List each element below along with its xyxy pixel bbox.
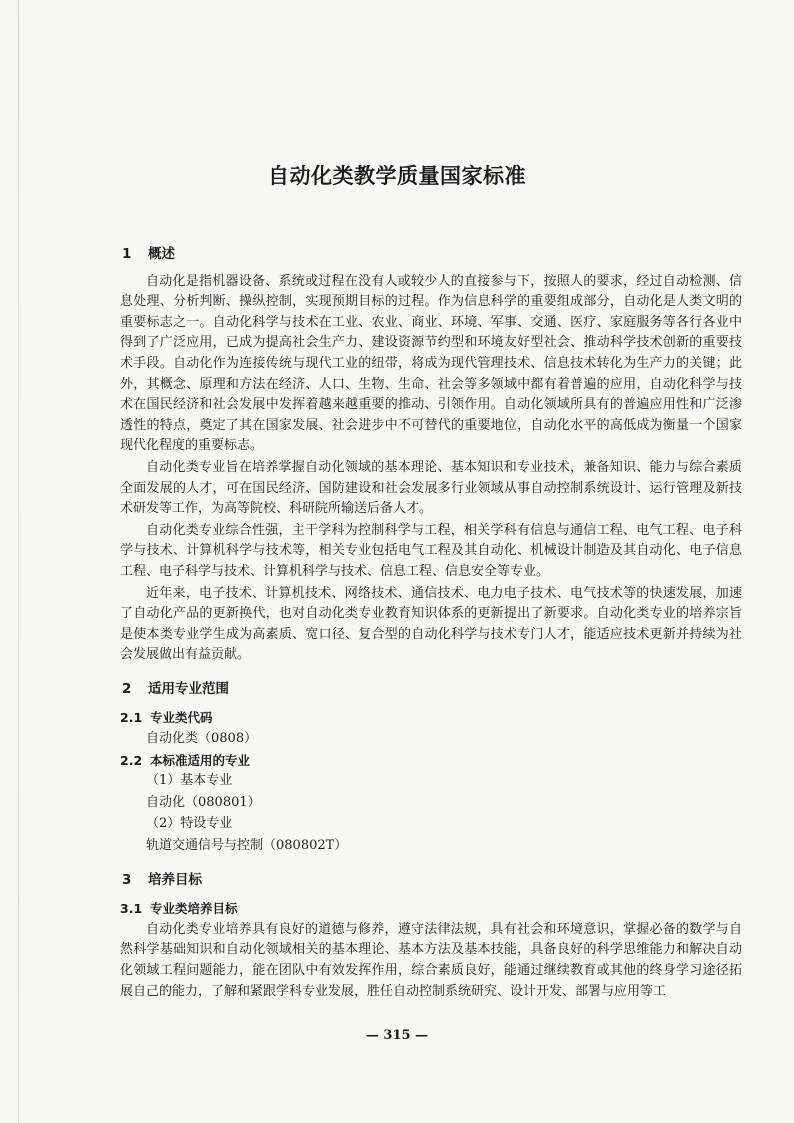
paragraph: 自动化类专业培养具有良好的道德与修养，遵守法律法规，具有社会和环境意识，掌握必备的数学与自然科学基础知识和自动化领域相关的基本理论、基本方法及基本技能，具备良好的科学思维能力和解决自动化领域工程问题能力，能在团队中有效发挥作用，综合素质良好，能通过继续教育或其他的终身学习途径拓展自己的能力，了解和紧跟学科专业发展，胜任自动控制系统研究、设计开发、部署与应用等工 — [120, 921, 742, 999]
page-title: 自动化类教学质量国家标准 — [268, 164, 526, 188]
paragraph: 近年来，电子技术、计算机技术、网络技术、通信技术、电力电子技术、电气技术等的快速发展，加速了自动化产品的更新换代，也对自动化类专业教育知识体系的更新提出了新要求。自动化类专业的培养宗旨是使本类专业学生成为高素质、宽口径、复合型的自动化科学与技术专门人才，能适应技术更新并持续为社会发展做出有益贡献。 — [120, 585, 742, 663]
subsection-number: 2.1 — [120, 710, 143, 726]
paragraph: 自动化类专业旨在培养掌握自动化领域的基本理论、基本知识和专业技术，兼备知识、能力与综合素质全面发展的人才，可在国民经济、国防建设和社会发展多行业领域从事自动控制系统设计、运行管理及新技术研发等工作，为高等院校、科研院所输送后备人才。 — [120, 459, 742, 517]
text-line: （1）基本专业 — [146, 773, 233, 789]
text-line: （2）特设专业 — [146, 816, 233, 832]
subsection-number: 3.1 — [120, 901, 143, 917]
document-body — [120, 244, 742, 1003]
subsection-title: 本标准适用的专业 — [150, 752, 251, 768]
section-title: 培养目标 — [148, 871, 202, 888]
section-heading-overview — [120, 244, 742, 265]
subsection-number: 2.2 — [120, 752, 143, 768]
text-line: 自动化（080801） — [146, 794, 261, 810]
subsection-title: 专业类代码 — [150, 710, 213, 726]
subsection-heading — [120, 708, 742, 729]
subsection-heading — [120, 751, 742, 772]
subsection-title: 专业类培养目标 — [150, 901, 238, 917]
section-title: 概述 — [148, 246, 175, 262]
paragraph: 自动化类专业综合性强，主干学科为控制科学与工程，相关学科有信息与通信工程、电气工程、电子科学与技术、计算机科学与技术等，相关专业包括电气工程及其自动化、机械设计制造及其自动化、电子信息工程、电子科学与技术、计算机科学与技术、信息工程、信息安全等专业。 — [120, 522, 742, 579]
section-number: 1 — [122, 246, 132, 262]
paragraph: 自动化是指机器设备、系统或过程在没有人或较少人的直接参与下，按照人的要求，经过自动检测、信息处理、分析判断、操纵控制，实现预期目标的过程。作为信息科学的重要组成部分，自动化是人类文明的重要标志之一。自动化科学与技术在工业、农业、商业、环境、军事、交通、医疗、家庭服务等各行各业中得到了广泛应用，已成为提高社会生产力、建设资源节约型和环境友好型社会、推动科学技术创新的重要技术手段。自动化作为连接传统与现代工业的纽带，将成为现代管理技术、信息技术转化为生产力的关键；此外，其概念、原理和方法在经济、人口、生物、生命、社会等多领域中都有着普遍的应用，自动化科学与技术在国民经济和社会发展中发挥着越来越重要的推动、引领作用。自动化领域所具有的普遍应用性和广泛渗透性的特点，奠定了其在国家发展、社会进步中不可替代的重要地位，自动化水平的高低成为衡量一个国家现代化程度的重要标志。 — [120, 273, 742, 454]
section-heading-goals — [120, 870, 742, 891]
section-number: 2 — [122, 680, 132, 697]
section-number: 3 — [122, 871, 132, 888]
page-number: — 315 — — [365, 1028, 429, 1043]
section-heading-scope — [120, 679, 742, 700]
subsection-heading — [120, 899, 742, 920]
section-title: 适用专业范围 — [148, 680, 229, 697]
text-line: 自动化类（0808） — [146, 731, 258, 747]
text-line: 轨道交通信号与控制（080802T） — [146, 838, 348, 854]
